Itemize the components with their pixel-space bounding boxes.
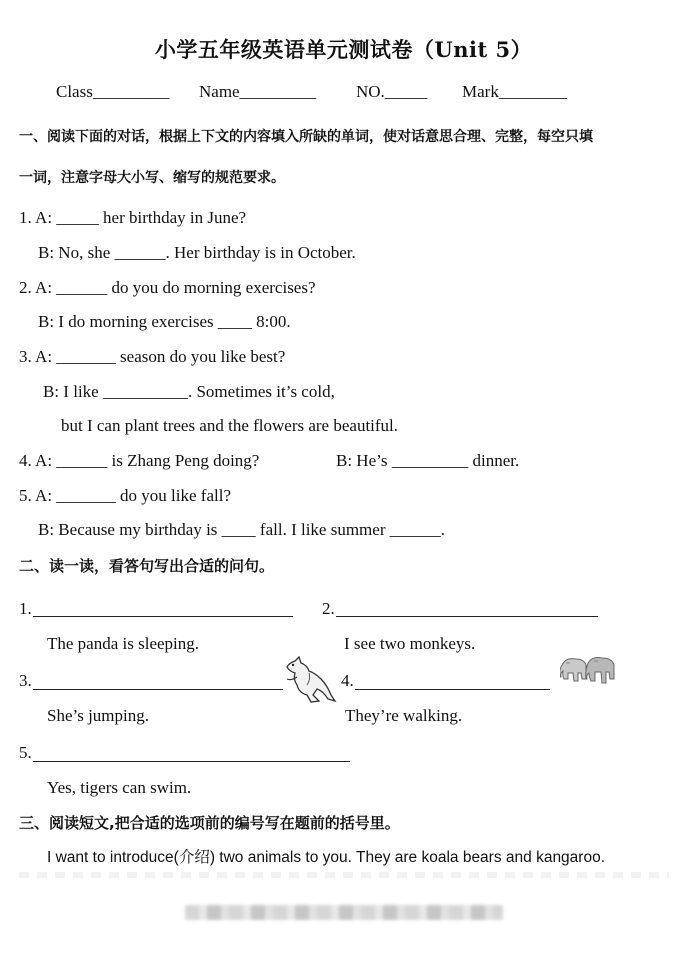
section1-heading-line2: 一词，注意字母大小写、缩写的规范要求。: [19, 170, 285, 186]
q4-line-a: 4. A: ______ is Zhang Peng doing?: [19, 451, 260, 470]
section3-heading: 三、阅读短文,把合适的选项前的编号写在题前的括号里。: [19, 814, 400, 832]
q5-line-b: B: Because my birthday is ____ fall. I like summer ______.: [38, 520, 445, 539]
q3-line-c: but I can plant trees and the flowers are beautiful.: [61, 416, 399, 435]
section1-heading-line1: 一、阅读下面的对话，根据上下文的内容填入所缺的单词，使对话意思合理、完整，每空只填: [19, 129, 593, 145]
section2-heading: 二、读一读，看答句写出合适的问句。: [19, 557, 275, 575]
q3-line-b: B: I like __________. Sometimes it’s cold,: [43, 382, 335, 401]
item1-number: 1.: [19, 599, 32, 618]
faded-text-row: [19, 872, 669, 878]
item3-number: 3.: [19, 671, 32, 690]
item2-answer-line: [336, 616, 598, 617]
elephants-icon: [560, 655, 616, 689]
item4-answer-line: [355, 689, 550, 690]
item1-answer-line: [33, 616, 293, 617]
item5-answer-text: Yes, tigers can swim.: [47, 778, 192, 797]
blurred-watermark: [185, 905, 503, 920]
page-title: 小学五年级英语单元测试卷（Unit 5）: [154, 37, 533, 62]
reading-passage: I want to introduce(介绍) two animals to you. They are koala bears and kangaroo.: [47, 849, 606, 866]
item5-number: 5.: [19, 743, 32, 762]
class-field: Class_________: [56, 82, 170, 101]
q1-line-b: B: No, she ______. Her birthday is in October.: [38, 243, 356, 262]
number-field: NO._____: [356, 82, 428, 101]
q2-line-a: 2. A: ______ do you do morning exercises?: [19, 278, 316, 297]
name-field: Name_________: [199, 82, 317, 101]
q2-line-b: B: I do morning exercises ____ 8:00.: [38, 312, 291, 331]
item4-answer-text: They’re walking.: [345, 706, 463, 725]
item2-number: 2.: [322, 599, 335, 618]
item5-answer-line: [33, 761, 350, 762]
item2-answer-text: I see two monkeys.: [344, 634, 476, 653]
mark-field: Mark________: [462, 82, 567, 101]
item4-number: 4.: [341, 671, 354, 690]
q1-line-a: 1. A: _____ her birthday in June?: [19, 208, 247, 227]
q3-line-a: 3. A: _______ season do you like best?: [19, 347, 286, 366]
item3-answer-line: [33, 689, 283, 690]
kangaroo-icon: [281, 655, 337, 705]
q4-line-b: B: He’s _________ dinner.: [336, 451, 520, 470]
item3-answer-text: She’s jumping.: [47, 706, 150, 725]
item1-answer-text: The panda is sleeping.: [47, 634, 200, 653]
q5-line-a: 5. A: _______ do you like fall?: [19, 486, 232, 505]
